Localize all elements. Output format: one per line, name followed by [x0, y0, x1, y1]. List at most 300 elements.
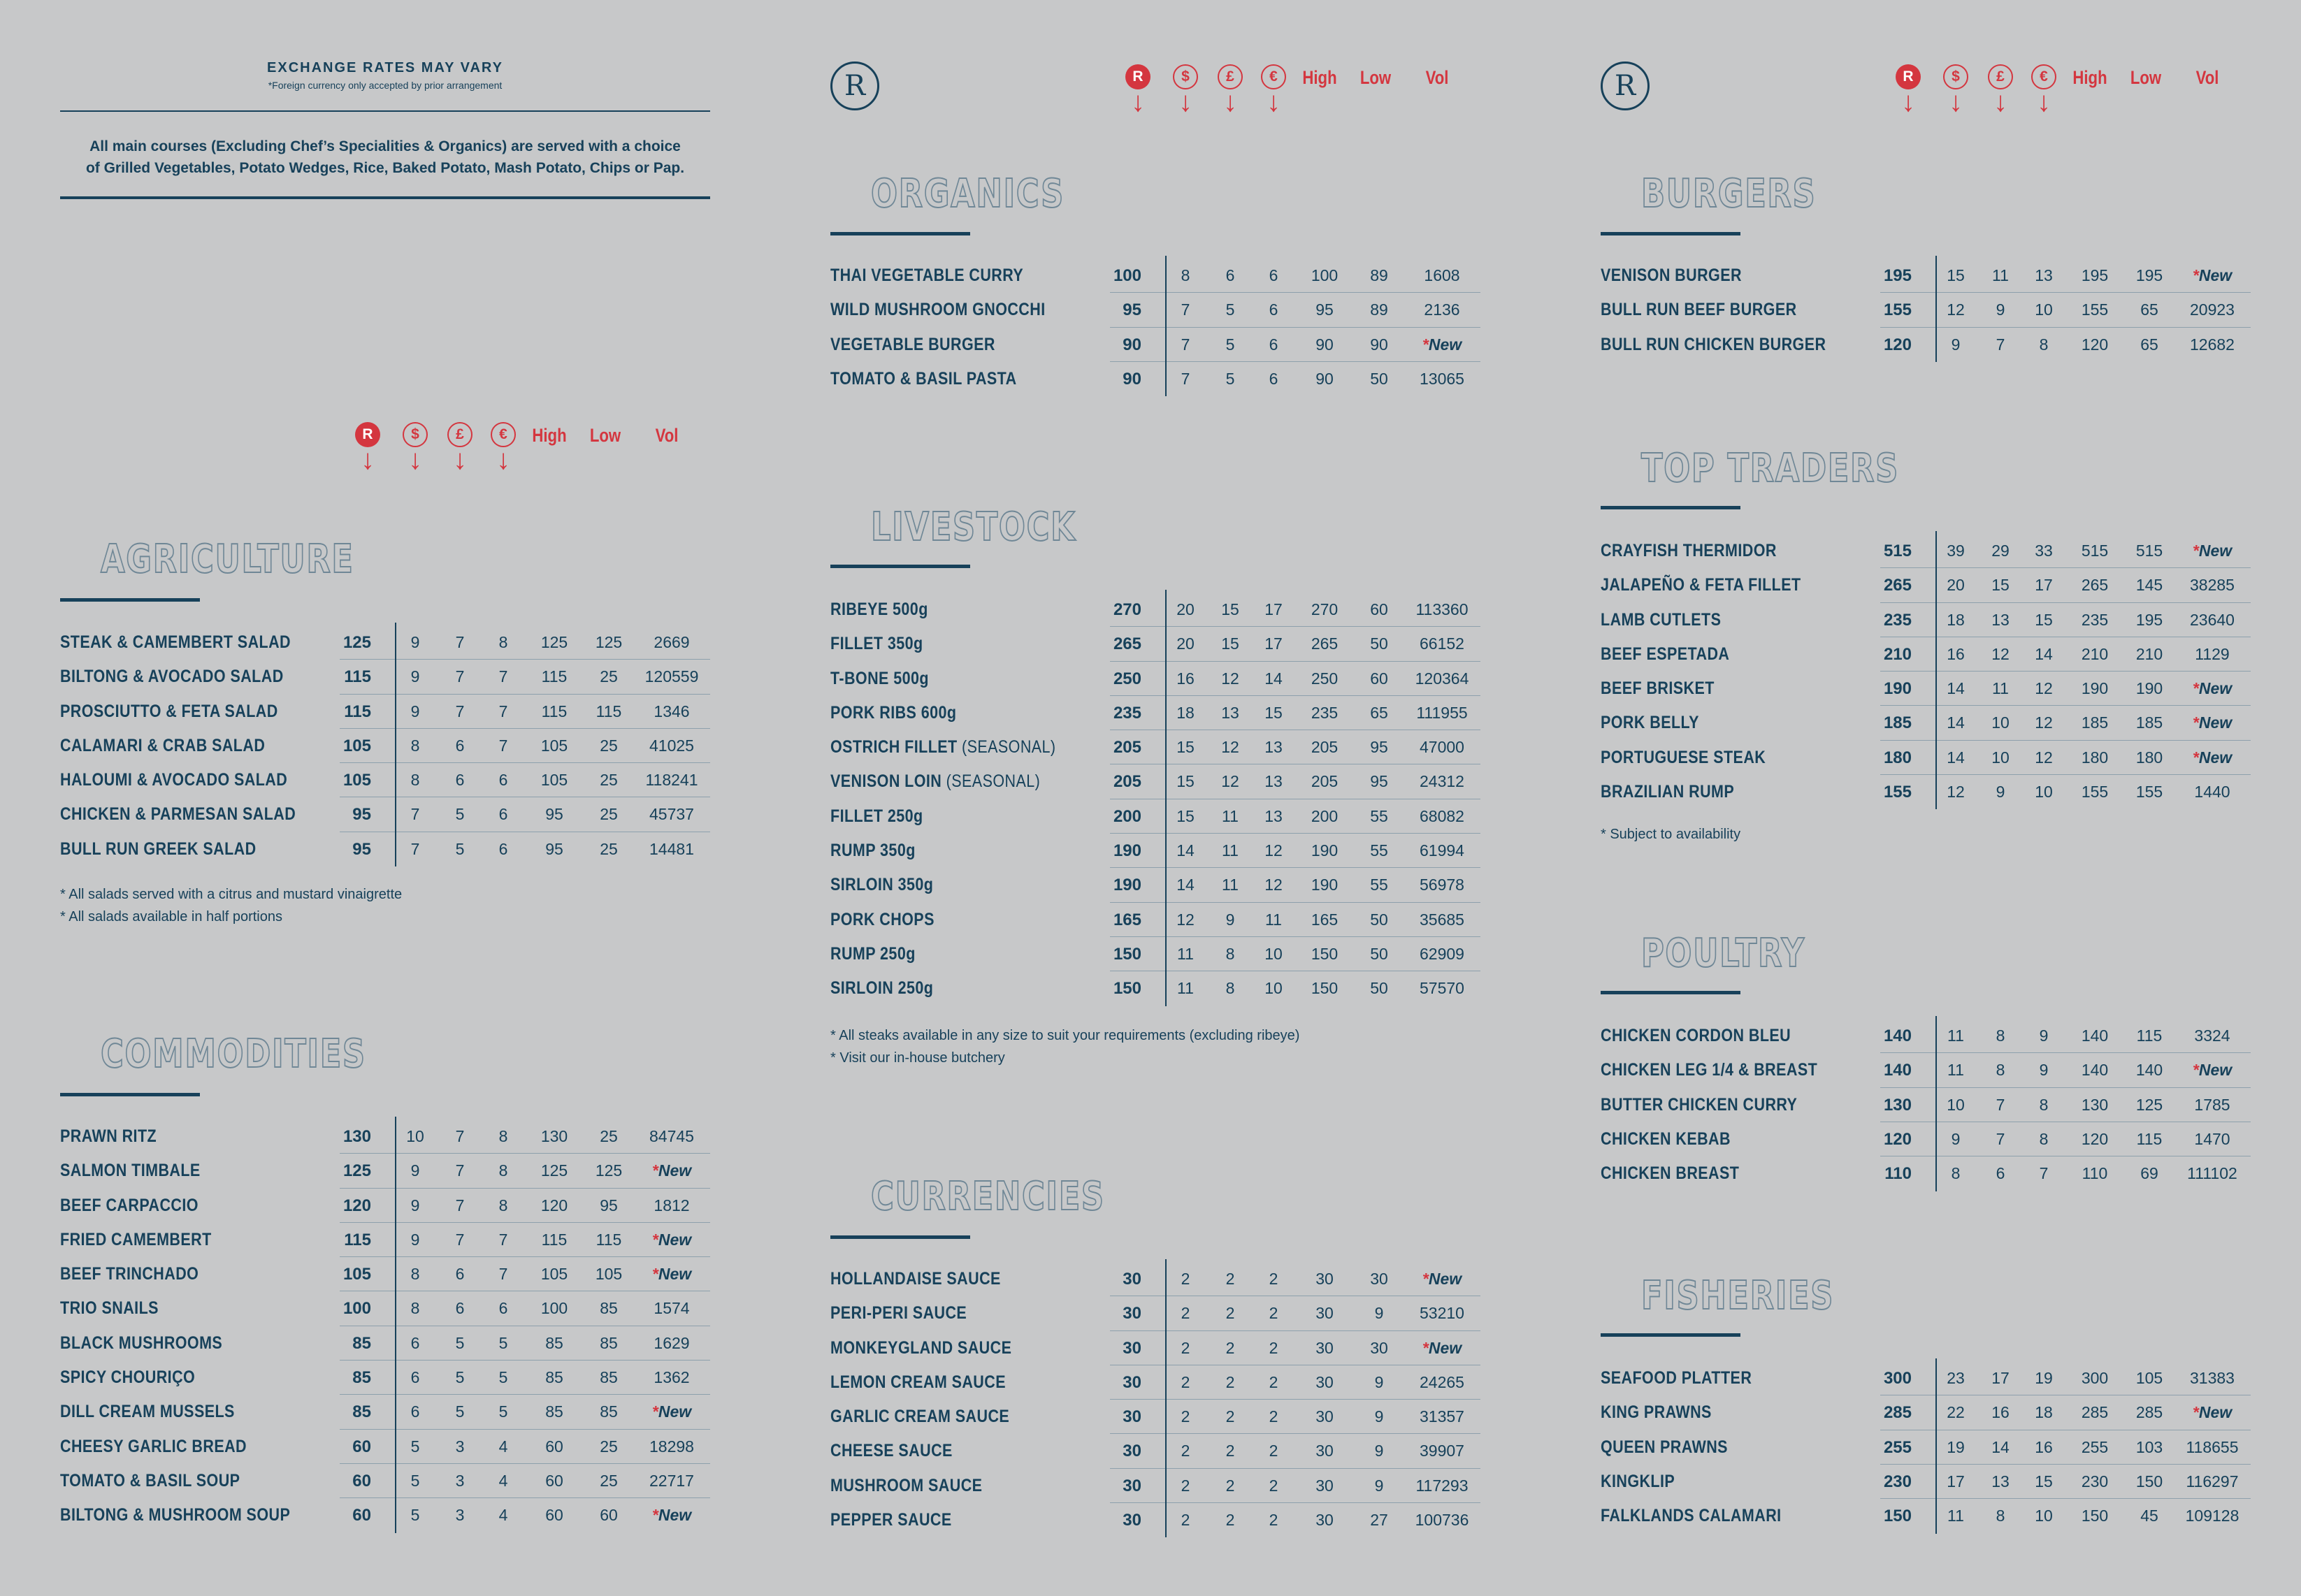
- price-gbp: 5: [455, 1368, 465, 1387]
- price-low: 195: [2135, 266, 2163, 284]
- price-r: 105: [342, 1265, 371, 1284]
- price-gbp: 14: [1991, 1437, 2010, 1456]
- down-arrow-icon: ↓: [496, 444, 510, 475]
- item-name-text: PORK CHOPS: [830, 909, 935, 929]
- price-low: 50: [1370, 634, 1388, 653]
- price-r: 60: [352, 1471, 371, 1490]
- price-usd: 15: [1176, 806, 1195, 825]
- price-r: 140: [1883, 1061, 1912, 1080]
- price-low: 69: [2140, 1164, 2158, 1183]
- price-high: 60: [545, 1437, 563, 1456]
- price-low: 25: [600, 771, 618, 790]
- price-high: 30: [1315, 1338, 1334, 1357]
- price-r: 235: [1883, 610, 1912, 630]
- item-name: [60, 1395, 235, 1429]
- item-name: [1601, 1122, 1731, 1156]
- price-high: 285: [2081, 1403, 2109, 1422]
- price-usd: 9: [410, 633, 420, 651]
- price-low: 27: [1370, 1511, 1388, 1530]
- price-high: 125: [540, 633, 568, 651]
- price-high: 100: [1311, 266, 1339, 284]
- item-name-text: BEEF CARPACCIO: [60, 1195, 199, 1215]
- price-eur: 4: [498, 1506, 508, 1525]
- menu-item-row: [60, 1430, 710, 1464]
- menu-item-row: [60, 660, 710, 694]
- item-name-text: BILTONG & AVOCADO SALAD: [60, 667, 284, 687]
- price-low: 95: [1370, 772, 1388, 791]
- section-rule: [60, 598, 200, 602]
- price-vol: 1608: [1424, 266, 1460, 284]
- menu-item-row: [60, 1119, 710, 1154]
- price-usd: 15: [1947, 266, 1965, 284]
- price-low: 95: [1370, 738, 1388, 757]
- price-high: 120: [2081, 335, 2109, 354]
- price-low: 125: [595, 633, 623, 651]
- price-r: 190: [1113, 876, 1141, 895]
- price-high: 115: [541, 702, 568, 720]
- menu-item-row: [1601, 1053, 2251, 1087]
- menu-item-row: [1601, 1499, 2251, 1533]
- price-low: 60: [1370, 600, 1388, 618]
- price-usd: 2: [1181, 1270, 1190, 1288]
- item-name-text: LAMB CUTLETS: [1601, 609, 1722, 630]
- dollar-symbol-icon: $: [1943, 64, 1968, 89]
- item-name: [1601, 1088, 1797, 1122]
- price-low: 55: [1370, 841, 1388, 860]
- price-low: 115: [596, 702, 622, 720]
- euro-currency-marker: [489, 422, 517, 474]
- price-eur: 6: [498, 771, 508, 790]
- price-eur: 12: [1264, 841, 1283, 860]
- menu-item-row: [1601, 328, 2251, 362]
- item-name: [60, 695, 278, 729]
- price-eur: 7: [498, 1230, 508, 1249]
- price-usd: 2: [1181, 1511, 1190, 1530]
- price-r: 30: [1123, 1338, 1141, 1358]
- price-high: 210: [2081, 644, 2109, 663]
- price-vol: [633, 1395, 710, 1429]
- rand-currency-marker: [354, 422, 382, 474]
- menu-item-row: [830, 903, 1480, 937]
- price-vol: [2174, 741, 2251, 775]
- price-usd: 9: [1951, 1129, 1961, 1148]
- menu-item-row: [1601, 1361, 2251, 1395]
- exchange-rates-heading: EXCHANGE RATES MAY VARY: [267, 60, 503, 75]
- new-star: *: [2192, 679, 2199, 698]
- menu-item-row: [1601, 1430, 2251, 1465]
- price-gbp: 6: [455, 1299, 465, 1318]
- down-arrow-icon: ↓: [2037, 87, 2051, 117]
- item-name-text: BILTONG & MUSHROOM SOUP: [60, 1505, 291, 1525]
- price-high: 150: [1311, 979, 1339, 998]
- item-name-text: TOMATO & BASIL SOUP: [60, 1470, 240, 1490]
- price-low: 25: [600, 1437, 618, 1456]
- price-high: 205: [1311, 738, 1339, 757]
- price-high: 200: [1311, 806, 1339, 825]
- price-high: 195: [2081, 266, 2109, 284]
- price-gbp: 8: [1996, 1026, 2005, 1045]
- item-name-text: FRIED CAMEMBERT: [60, 1229, 212, 1249]
- new-star: *: [2192, 1403, 2199, 1422]
- r-logo-icon: R: [830, 61, 879, 110]
- price-vol: 47000: [1420, 738, 1464, 757]
- price-eur: 7: [2039, 1164, 2049, 1183]
- price-low: 25: [600, 1127, 618, 1145]
- price-vol: [633, 1154, 710, 1188]
- intro-top-rule: [60, 110, 710, 112]
- price-eur: 33: [2035, 542, 2053, 560]
- price-gbp: 8: [1225, 944, 1235, 963]
- price-usd: 7: [410, 805, 420, 824]
- price-high: 105: [540, 1265, 568, 1284]
- price-low: 190: [2135, 679, 2163, 698]
- price-high: 150: [1311, 944, 1339, 963]
- item-name-text: FILLET 350g: [830, 634, 923, 654]
- price-r: 205: [1113, 772, 1141, 792]
- new-star: *: [2192, 713, 2199, 732]
- price-eur: 2: [1269, 1476, 1278, 1495]
- item-name: [1601, 1361, 1752, 1395]
- price-usd: 14: [1176, 841, 1195, 860]
- price-vol: [633, 1257, 710, 1291]
- price-vol: 111102: [2187, 1164, 2237, 1183]
- price-gbp: 2: [1225, 1372, 1235, 1391]
- price-r: 115: [344, 702, 371, 721]
- price-vol: [2174, 706, 2251, 740]
- price-usd: 8: [1951, 1164, 1961, 1183]
- dollar-currency-marker: [1942, 64, 1970, 116]
- menu-item-row: [1601, 568, 2251, 602]
- menu-item-row: [60, 1189, 710, 1223]
- price-vol: 18298: [649, 1437, 694, 1456]
- price-vol: 1470: [2194, 1129, 2230, 1148]
- price-vol: 1785: [2194, 1095, 2230, 1114]
- section-rule: [60, 1093, 200, 1096]
- price-usd: 11: [1947, 1061, 1964, 1080]
- price-low: 65: [2140, 335, 2158, 354]
- item-name: [830, 1365, 1006, 1400]
- price-gbp: 6: [455, 1265, 465, 1284]
- section-title-organics: ORGANICS: [871, 171, 1065, 217]
- item-name: [830, 1503, 952, 1537]
- price-r: 250: [1113, 669, 1141, 688]
- price-r: 210: [1883, 644, 1912, 664]
- new-label: New: [2198, 1061, 2233, 1080]
- price-eur: 10: [2035, 300, 2053, 319]
- price-low: 105: [2135, 1369, 2163, 1387]
- new-label: New: [658, 1265, 692, 1284]
- item-name-text: KINGKLIP: [1601, 1471, 1675, 1491]
- price-r: 100: [1113, 266, 1141, 285]
- rand-symbol-icon: R: [355, 422, 380, 447]
- price-eur: 12: [2035, 713, 2053, 732]
- price-vol: 1812: [654, 1196, 690, 1214]
- price-usd: 9: [410, 667, 420, 686]
- livestock-notes: [830, 1024, 1299, 1069]
- item-name: [60, 1291, 159, 1326]
- price-high: 130: [540, 1127, 568, 1145]
- note-line: * Visit our in-house butchery: [830, 1050, 1005, 1066]
- price-r: 30: [1123, 1304, 1141, 1323]
- price-eur: 12: [2035, 748, 2053, 767]
- price-low: 9: [1374, 1476, 1384, 1495]
- column-divider: [395, 1117, 396, 1533]
- section-rule: [830, 232, 970, 235]
- price-r: 115: [344, 1230, 371, 1249]
- menu-item-row: [60, 763, 710, 797]
- price-usd: 7: [1181, 335, 1190, 354]
- down-arrow-icon: ↓: [1223, 87, 1237, 117]
- price-high: 30: [1315, 1511, 1334, 1530]
- section-rule: [1601, 1333, 1740, 1337]
- menu-item-row: [830, 362, 1480, 396]
- price-high: 85: [545, 1333, 563, 1352]
- new-star: *: [2192, 748, 2199, 767]
- price-usd: 8: [1181, 266, 1190, 284]
- new-label: New: [658, 1230, 692, 1249]
- item-name-text: WILD MUSHROOM GNOCCHI: [830, 300, 1046, 320]
- price-high: 110: [2082, 1164, 2108, 1183]
- currencies-table: [830, 1262, 1480, 1537]
- price-usd: 17: [1947, 1472, 1965, 1490]
- currency-header: [830, 64, 1449, 141]
- foreign-currency-note: *Foreign currency only accepted by prior arrangement: [268, 80, 503, 91]
- price-gbp: 6: [1996, 1164, 2005, 1183]
- price-r: 30: [1123, 1511, 1141, 1530]
- item-name: [830, 971, 933, 1006]
- price-vol: 1362: [654, 1368, 690, 1387]
- price-eur: 6: [498, 1299, 508, 1318]
- menu-item-row: [1601, 706, 2251, 740]
- section-rule: [1601, 991, 1740, 994]
- price-usd: 12: [1176, 910, 1195, 929]
- price-eur: 8: [2039, 1095, 2049, 1114]
- menu-item-row: [830, 1469, 1480, 1503]
- price-r: 130: [342, 1127, 371, 1146]
- seasonal-tag: (SEASONAL): [957, 737, 1056, 757]
- price-r: 205: [1113, 738, 1141, 757]
- price-usd: 10: [1947, 1095, 1965, 1114]
- item-name-text: BEEF TRINCHADO: [60, 1264, 199, 1284]
- price-eur: 14: [2035, 644, 2053, 663]
- price-r: 265: [1113, 634, 1141, 654]
- price-usd: 2: [1181, 1476, 1190, 1495]
- item-name: [60, 832, 257, 866]
- price-eur: 2: [1269, 1304, 1278, 1323]
- down-arrow-icon: ↓: [1267, 87, 1281, 117]
- price-low: 9: [1374, 1407, 1384, 1426]
- price-usd: 5: [410, 1506, 420, 1525]
- price-gbp: 15: [1221, 600, 1239, 618]
- item-name-text: SIRLOIN 250g: [830, 978, 934, 999]
- item-name-text: CHICKEN KEBAB: [1601, 1129, 1731, 1149]
- section-rule: [830, 1235, 970, 1239]
- price-usd: 11: [1177, 979, 1194, 998]
- item-name-text: SEAFOOD PLATTER: [1601, 1368, 1752, 1388]
- main-courses-note-line1: All main courses (Excluding Chef’s Specialities & Organics) are served with a choice: [89, 138, 681, 154]
- item-name: [830, 328, 995, 362]
- item-name: [830, 1331, 1011, 1365]
- price-gbp: 13: [1221, 703, 1239, 722]
- section-rule: [1601, 232, 1740, 235]
- price-vol: 12682: [2190, 335, 2235, 354]
- new-star: *: [651, 1161, 658, 1180]
- price-gbp: 10: [1991, 713, 2010, 732]
- price-vol: 1629: [654, 1333, 690, 1352]
- item-name-text: TRIO SNAILS: [60, 1298, 159, 1319]
- item-name-text: CHICKEN BREAST: [1601, 1163, 1740, 1184]
- item-name: [830, 1400, 1009, 1434]
- price-usd: 12: [1947, 300, 1965, 319]
- price-r: 185: [1883, 713, 1912, 733]
- price-gbp: 12: [1991, 644, 2010, 663]
- item-name: [1601, 741, 1766, 775]
- price-gbp: 2: [1225, 1407, 1235, 1426]
- price-usd: 7: [410, 839, 420, 858]
- price-low: 195: [2135, 610, 2163, 629]
- price-high: 190: [2081, 679, 2109, 698]
- item-name: [1601, 293, 1797, 327]
- column-label-vol: Vol: [2195, 67, 2219, 88]
- price-eur: 9: [2039, 1061, 2049, 1080]
- price-high: 120: [2081, 1129, 2109, 1148]
- item-name-text: FILLET 250g: [830, 806, 923, 826]
- price-low: 60: [1370, 669, 1388, 688]
- price-gbp: 11: [1222, 841, 1239, 860]
- price-gbp: 3: [455, 1506, 465, 1525]
- item-name: [830, 293, 1046, 327]
- price-usd: 2: [1181, 1338, 1190, 1357]
- item-name-text: MONKEYGLAND SAUCE: [830, 1337, 1012, 1358]
- price-eur: 2: [1269, 1407, 1278, 1426]
- menu-item-row: [1601, 1088, 2251, 1122]
- down-arrow-icon: ↓: [1178, 87, 1192, 117]
- new-star: *: [1422, 1338, 1429, 1357]
- price-usd: 11: [1947, 1507, 1964, 1525]
- menu-item-row: [830, 593, 1480, 627]
- menu-item-row: [60, 1361, 710, 1395]
- price-high: 90: [1315, 335, 1334, 354]
- item-name-text: SIRLOIN 350g: [830, 875, 934, 895]
- item-name: [1601, 1465, 1675, 1499]
- price-gbp: 6: [455, 736, 465, 755]
- price-vol: 23640: [2190, 610, 2235, 629]
- new-label: New: [2198, 713, 2233, 732]
- menu-item-row: [1601, 1019, 2251, 1053]
- price-high: 235: [1311, 703, 1339, 722]
- column-label-high: High: [1302, 67, 1337, 88]
- price-r: 60: [352, 1506, 371, 1525]
- item-name-text: BULL RUN CHICKEN BURGER: [1601, 334, 1826, 354]
- price-eur: 8: [498, 1161, 508, 1180]
- price-usd: 2: [1181, 1442, 1190, 1460]
- menu-item-row: [830, 1296, 1480, 1330]
- price-r: 180: [1883, 748, 1912, 767]
- price-r: 190: [1883, 679, 1912, 699]
- price-high: 60: [545, 1471, 563, 1490]
- section-title-poultry: POULTRY: [1641, 931, 1805, 976]
- note-line: * All salads available in half portions: [60, 909, 282, 924]
- price-high: 190: [1311, 876, 1339, 894]
- menu-item-row: [830, 937, 1480, 971]
- price-gbp: 7: [455, 1127, 465, 1145]
- currency-header: [354, 422, 913, 499]
- price-gbp: 7: [455, 633, 465, 651]
- price-vol: 24265: [1420, 1372, 1464, 1391]
- column-divider: [1935, 1358, 1937, 1534]
- price-vol: 2136: [1424, 300, 1460, 319]
- item-name: [830, 1469, 982, 1503]
- menu-item-row: [830, 627, 1480, 661]
- price-low: 285: [2135, 1403, 2163, 1422]
- item-name-text: QUEEN PRAWNS: [1601, 1437, 1728, 1457]
- item-name: [60, 1464, 240, 1498]
- price-r: 95: [352, 839, 371, 859]
- price-gbp: 11: [1992, 679, 2009, 698]
- price-eur: 8: [498, 1196, 508, 1214]
- price-high: 85: [545, 1402, 563, 1421]
- price-low: 515: [2135, 542, 2163, 560]
- price-high: 515: [2081, 542, 2109, 560]
- menu-item-row: [830, 696, 1480, 730]
- pound-currency-marker: [1216, 64, 1244, 116]
- item-name-text: BLACK MUSHROOMS: [60, 1333, 223, 1353]
- column-divider: [1165, 590, 1167, 1006]
- price-high: 205: [1311, 772, 1339, 791]
- price-low: 50: [1370, 979, 1388, 998]
- item-name-text: PROSCIUTTO & FETA SALAD: [60, 701, 278, 721]
- price-usd: 8: [410, 771, 420, 790]
- price-eur: 6: [498, 839, 508, 858]
- price-low: 185: [2135, 713, 2163, 732]
- price-usd: 18: [1176, 703, 1195, 722]
- new-label: New: [658, 1506, 692, 1525]
- menu-item-row: [1601, 603, 2251, 637]
- section-rule: [830, 565, 970, 568]
- price-gbp: 2: [1225, 1338, 1235, 1357]
- price-low: 85: [600, 1402, 618, 1421]
- item-name-text: BULL RUN BEEF BURGER: [1601, 300, 1797, 320]
- menu-item-row: [60, 1154, 710, 1188]
- price-usd: 14: [1947, 713, 1965, 732]
- menu-item-row: [830, 662, 1480, 696]
- price-low: 30: [1370, 1270, 1388, 1288]
- price-usd: 8: [410, 1299, 420, 1318]
- item-name: [1601, 259, 1742, 293]
- price-gbp: 5: [455, 1402, 465, 1421]
- note-line: * Subject to availability: [1601, 827, 1741, 842]
- price-gbp: 9: [1996, 300, 2005, 319]
- price-low: 125: [595, 1161, 623, 1180]
- price-eur: 2: [1269, 1442, 1278, 1460]
- price-r: 265: [1883, 576, 1912, 595]
- price-high: 300: [2081, 1369, 2109, 1387]
- price-high: 185: [2081, 713, 2109, 732]
- item-name: [60, 763, 287, 797]
- pound-currency-marker: [1986, 64, 2014, 116]
- item-name: [60, 1189, 199, 1223]
- price-gbp: 15: [1221, 634, 1239, 653]
- price-r: 85: [352, 1368, 371, 1388]
- price-eur: 6: [498, 805, 508, 824]
- item-name: [60, 1361, 195, 1395]
- item-name-text: BULL RUN GREEK SALAD: [60, 839, 257, 859]
- new-label: New: [658, 1161, 692, 1180]
- column-label-high: High: [2072, 67, 2107, 88]
- price-gbp: 8: [1996, 1061, 2005, 1080]
- price-usd: 11: [1177, 944, 1194, 963]
- price-r: 515: [1883, 542, 1912, 560]
